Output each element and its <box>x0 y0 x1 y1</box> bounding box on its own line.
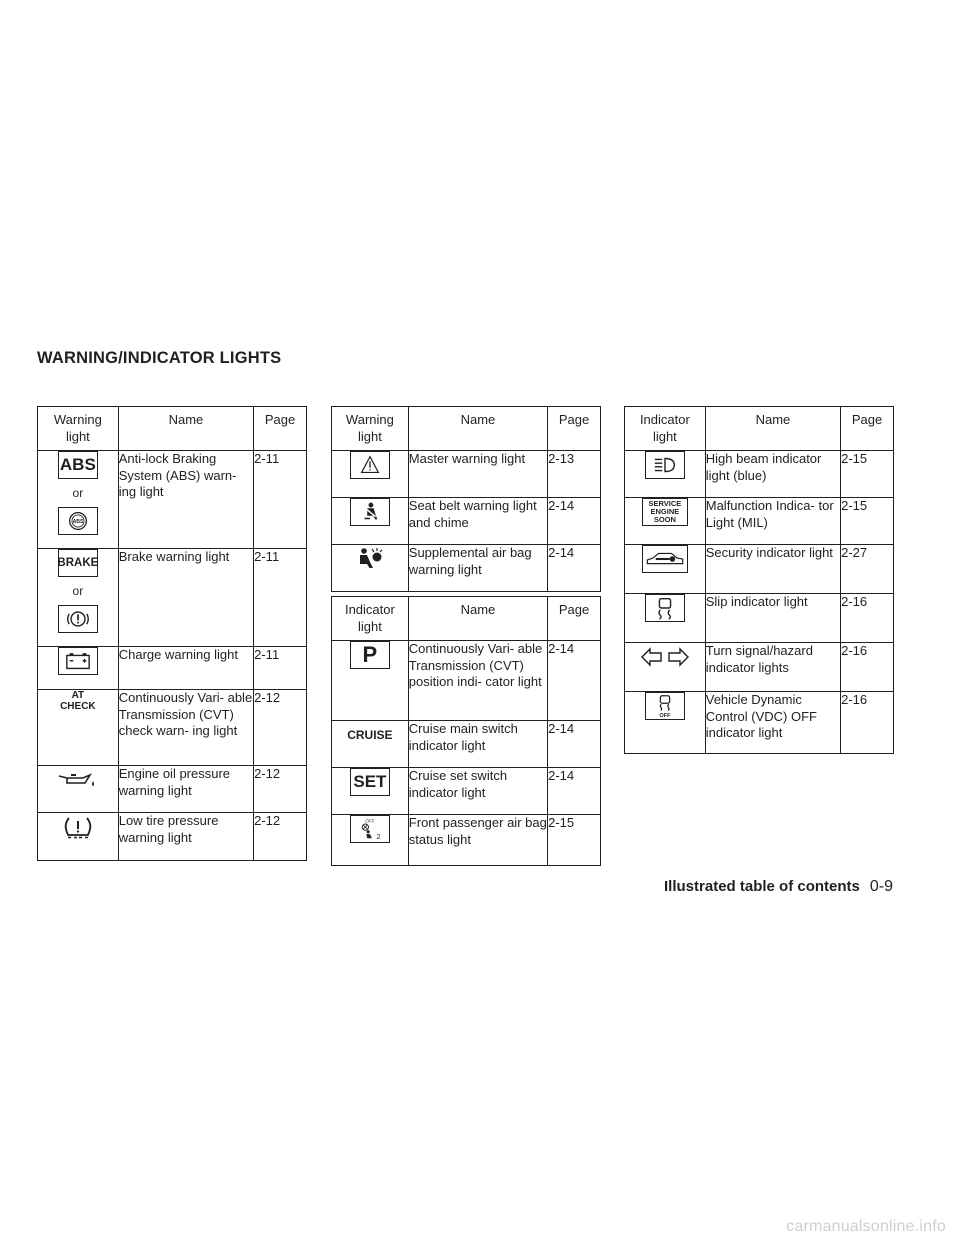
name-cell: Cruise set switch indicator light <box>408 768 547 815</box>
name-cell: Malfunction Indica- tor Light (MIL) <box>705 498 840 545</box>
page-cell: 2-14 <box>548 498 601 545</box>
table-row <box>625 643 894 692</box>
page-footer <box>0 878 893 896</box>
brake-text-icon: BRAKE <box>58 549 98 577</box>
name-cell: Charge warning light <box>118 647 253 690</box>
service-engine-soon-icon: SERVICE ENGINE SOON <box>642 498 688 526</box>
passenger-airbag-seat-number: 2 <box>376 832 381 842</box>
icon-cell <box>332 768 409 815</box>
page-cell: 2-14 <box>548 768 601 815</box>
table-row <box>332 498 601 545</box>
warning-lights-table-2 <box>331 406 601 592</box>
table-row <box>38 647 307 690</box>
icon-cell <box>332 815 409 866</box>
name-cell: High beam indicator light (blue) <box>705 451 840 498</box>
header-indicator-light: Indicator light <box>332 597 409 641</box>
table-row <box>38 549 307 647</box>
warning-lights-table-1 <box>37 406 307 861</box>
table-header-row <box>625 407 894 451</box>
icon-cell <box>625 451 706 498</box>
page-cell: 2-15 <box>548 815 601 866</box>
page-cell: 2-16 <box>841 643 894 692</box>
header-page: Page <box>548 407 601 451</box>
table-row <box>332 545 601 592</box>
icon-cell <box>38 813 119 861</box>
table-row <box>332 451 601 498</box>
name-cell: Vehicle Dynamic Control (VDC) OFF indicator light <box>705 692 840 754</box>
page-cell: 2-13 <box>548 451 601 498</box>
abs-circle-icon <box>58 507 98 535</box>
table-row <box>332 815 601 866</box>
brake-circle-icon <box>58 605 98 633</box>
tire-pressure-icon <box>58 813 98 841</box>
table-row <box>625 692 894 754</box>
icon-cell <box>38 647 119 690</box>
cvt-p-icon: P <box>350 641 390 669</box>
page-cell: 2-12 <box>254 690 307 766</box>
footer-page-number: 0-9 <box>869 878 893 895</box>
indicator-lights-table-2 <box>624 406 894 754</box>
table-row <box>625 451 894 498</box>
name-cell: Seat belt warning light and chime <box>408 498 547 545</box>
page-cell: 2-11 <box>254 647 307 690</box>
icon-cell <box>332 451 409 498</box>
slip-icon <box>645 594 685 622</box>
section-title: WARNING/INDICATOR LIGHTS <box>37 349 282 367</box>
passenger-airbag-off-icon <box>350 815 390 843</box>
indicator-lights-table-1 <box>331 596 601 866</box>
name-cell: Engine oil pressure warning light <box>118 766 253 813</box>
icon-cell <box>332 498 409 545</box>
page-cell: 2-27 <box>841 545 894 594</box>
header-page: Page <box>841 407 894 451</box>
table-row <box>625 498 894 545</box>
table-row <box>625 594 894 643</box>
oil-can-icon <box>55 766 101 794</box>
page-cell: 2-14 <box>548 545 601 592</box>
page-cell: 2-11 <box>254 451 307 549</box>
table-row <box>625 545 894 594</box>
watermark: carmanualsonline.info <box>786 1218 946 1235</box>
table-row <box>38 813 307 861</box>
table-row <box>332 641 601 721</box>
header-warning-light: Warning light <box>332 407 409 451</box>
icon-cell <box>625 498 706 545</box>
icon-cell <box>332 641 409 721</box>
header-page: Page <box>548 597 601 641</box>
security-car-key-icon <box>642 545 688 573</box>
icon-cell <box>332 545 409 592</box>
seat-belt-icon <box>350 498 390 526</box>
icon-cell <box>332 721 409 768</box>
icon-cell <box>38 690 119 766</box>
icon-cell <box>38 766 119 813</box>
table-row <box>38 766 307 813</box>
page-cell: 2-11 <box>254 549 307 647</box>
table-row <box>332 721 601 768</box>
page-cell: 2-12 <box>254 813 307 861</box>
header-name: Name <box>705 407 840 451</box>
icon-cell <box>625 643 706 692</box>
name-cell: Anti-lock Braking System (ABS) warn- ing light <box>118 451 253 549</box>
icon-cell <box>38 451 119 549</box>
or-label: or <box>72 486 84 500</box>
table-row <box>332 768 601 815</box>
footer-section-label: Illustrated table of contents <box>664 878 860 895</box>
icon-cell <box>625 594 706 643</box>
name-cell: Master warning light <box>408 451 547 498</box>
name-cell: Continuously Vari- able Transmission (CVT) check warn- ing light <box>118 690 253 766</box>
page-cell: 2-16 <box>841 594 894 643</box>
name-cell: Turn signal/hazard indicator lights <box>705 643 840 692</box>
cruise-set-icon: SET <box>350 768 390 796</box>
page-cell: 2-16 <box>841 692 894 754</box>
header-name: Name <box>408 597 547 641</box>
airbag-icon <box>350 545 390 573</box>
high-beam-icon <box>645 451 685 479</box>
header-name: Name <box>118 407 253 451</box>
table-header-row <box>332 597 601 641</box>
passenger-airbag-off-text: OFF <box>365 818 375 824</box>
page-cell: 2-15 <box>841 451 894 498</box>
abs-text-icon: ABS <box>58 451 98 479</box>
battery-icon <box>58 647 98 675</box>
name-cell: Slip indicator light <box>705 594 840 643</box>
header-indicator-light: Indicator light <box>625 407 706 451</box>
name-cell: Brake warning light <box>118 549 253 647</box>
name-cell: Supplemental air bag warning light <box>408 545 547 592</box>
name-cell: Continuously Vari- able Transmission (CVT) position indi- cator light <box>408 641 547 721</box>
vdc-off-text: OFF <box>659 713 671 719</box>
page-cell: 2-12 <box>254 766 307 813</box>
or-label: or <box>72 584 84 598</box>
at-check-icon: AT CHECK <box>60 690 96 712</box>
warning-triangle-icon <box>350 451 390 479</box>
name-cell: Security indicator light <box>705 545 840 594</box>
table-header-row <box>332 407 601 451</box>
page-cell: 2-15 <box>841 498 894 545</box>
cruise-icon: CRUISE <box>347 727 393 742</box>
name-cell: Cruise main switch indicator light <box>408 721 547 768</box>
table-row <box>38 690 307 766</box>
header-page: Page <box>254 407 307 451</box>
svg-text:ABS: ABS <box>72 518 84 525</box>
table-row <box>38 451 307 549</box>
table-header-row <box>38 407 307 451</box>
icon-cell <box>38 549 119 647</box>
page-cell: 2-14 <box>548 641 601 721</box>
icon-cell <box>625 692 706 754</box>
header-name: Name <box>408 407 547 451</box>
header-warning-light: Warning light <box>38 407 119 451</box>
turn-signal-arrows-icon <box>639 643 691 671</box>
page-cell: 2-14 <box>548 721 601 768</box>
icon-cell <box>625 545 706 594</box>
name-cell: Low tire pressure warning light <box>118 813 253 861</box>
name-cell: Front passenger air bag status light <box>408 815 547 866</box>
vdc-off-icon <box>645 692 685 720</box>
